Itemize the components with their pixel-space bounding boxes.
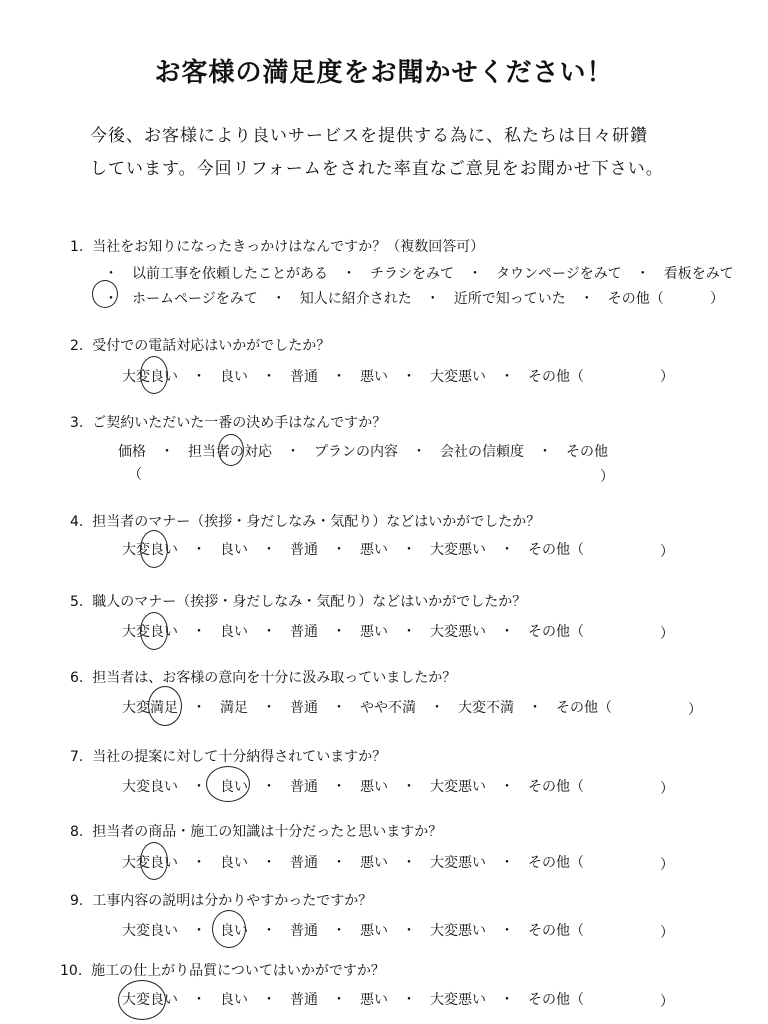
bullet: ・ [430, 700, 444, 716]
intro-line-2: しています。今回リフォームをされた率直なご意見をお聞かせ下さい。 [90, 159, 664, 179]
q5-options [122, 621, 584, 641]
q3-option-other[interactable]: その他 [566, 444, 608, 460]
rating-very-bad[interactable]: 大変悪い [430, 779, 486, 795]
q10-options [122, 989, 584, 1009]
question-2 [70, 335, 330, 355]
rating-very-bad[interactable]: 大変悪い [430, 992, 486, 1008]
rating-other[interactable]: その他（ [528, 855, 584, 871]
q4-close-paren: ） [660, 544, 674, 560]
bullet: ・ [192, 369, 206, 385]
rating-very-bad[interactable]: 大変悪い [430, 855, 486, 871]
question-text: 職人のマナー（挨拶・身だしなみ・気配り）などはいかがでしたか？ [92, 594, 527, 610]
question-5 [70, 591, 526, 611]
bullet: ・ [500, 779, 514, 795]
rating-bad[interactable]: 悪い [360, 779, 388, 795]
question-7 [70, 746, 386, 766]
q1-options-row-1 [104, 263, 734, 283]
bullet: ・ [271, 291, 286, 307]
rating-other[interactable]: その他（ [528, 542, 584, 558]
bullet: ・ [262, 923, 276, 939]
question-text: 工事内容の説明は分かりやすかったですか？ [92, 893, 373, 909]
bullet: ・ [412, 444, 426, 460]
satisfaction-other[interactable]: その他（ [556, 700, 612, 716]
question-3 [70, 412, 386, 432]
question-text: 担当者のマナー（挨拶・身だしなみ・気配り）などはいかがでしたか？ [92, 514, 541, 530]
intro-line-1: 今後、お客様により良いサービスを提供する為に、私たちは日々研鑽 [90, 126, 648, 146]
bullet: ・ [332, 923, 346, 939]
bullet: ・ [160, 444, 174, 460]
survey-title: お客様の満足度をお聞かせください！ [154, 58, 614, 88]
rating-good[interactable]: 良い [220, 542, 248, 558]
q10-close-paren: ） [660, 994, 674, 1010]
bullet: ・ [500, 855, 514, 871]
q9-options [122, 920, 584, 940]
q8-options [122, 852, 584, 872]
bullet: ・ [402, 992, 416, 1008]
q1-option-flyer[interactable]: チラシをみて [370, 266, 454, 282]
rating-average[interactable]: 普通 [290, 855, 318, 871]
satisfaction-very-satisfied[interactable]: 大変満足 [122, 700, 178, 716]
question-text: 担当者の商品・施工の知識は十分だったと思いますか？ [92, 824, 443, 840]
question-number: 6. [70, 670, 84, 686]
bullet: ・ [500, 624, 514, 640]
bullet: ・ [192, 923, 206, 939]
rating-very-good[interactable]: 大変良い [122, 779, 178, 795]
rating-other[interactable]: その他（ [528, 369, 584, 385]
bullet: ・ [262, 700, 276, 716]
rating-good[interactable]: 良い [220, 624, 248, 640]
rating-other[interactable]: その他（ [528, 992, 584, 1008]
bullet: ・ [104, 291, 118, 307]
q9-close-paren: ） [660, 925, 674, 941]
q3-option-plan[interactable]: プランの内容 [314, 444, 398, 460]
q1-close-paren: ） [710, 291, 724, 307]
rating-average[interactable]: 普通 [290, 923, 318, 939]
q3-close-paren: ） [600, 469, 614, 485]
bullet: ・ [192, 779, 206, 795]
bullet: ・ [262, 542, 276, 558]
satisfaction-somewhat-dissatisfied[interactable]: やや不満 [360, 700, 416, 716]
question-text: 当社の提案に対して十分納得されていますか？ [92, 749, 387, 765]
bullet: ・ [192, 700, 206, 716]
rating-average[interactable]: 普通 [290, 779, 318, 795]
satisfaction-average[interactable]: 普通 [290, 700, 318, 716]
question-number: 10. [60, 963, 83, 979]
rating-very-good[interactable]: 大変良い [122, 855, 178, 871]
bullet: ・ [402, 779, 416, 795]
rating-very-bad[interactable]: 大変悪い [430, 542, 486, 558]
q7-close-paren: ） [660, 781, 674, 797]
rating-bad[interactable]: 悪い [360, 542, 388, 558]
bullet: ・ [402, 923, 416, 939]
rating-good[interactable]: 良い [220, 779, 248, 795]
bullet: ・ [262, 779, 276, 795]
bullet: ・ [500, 923, 514, 939]
rating-bad[interactable]: 悪い [360, 369, 388, 385]
rating-good[interactable]: 良い [220, 855, 248, 871]
rating-very-bad[interactable]: 大変悪い [430, 369, 486, 385]
question-text: ご契約いただいた一番の決め手はなんですか？ [92, 415, 387, 431]
question-number: 7. [70, 749, 84, 765]
rating-average[interactable]: 普通 [290, 542, 318, 558]
q8-close-paren: ） [660, 857, 674, 873]
bullet: ・ [332, 855, 346, 871]
bullet: ・ [192, 542, 206, 558]
bullet: ・ [262, 992, 276, 1008]
bullet: ・ [402, 542, 416, 558]
q6-close-paren: ） [688, 702, 702, 718]
rating-very-bad[interactable]: 大変悪い [430, 923, 486, 939]
q3-options [118, 441, 608, 461]
bullet: ・ [332, 624, 346, 640]
q1-option-homepage[interactable]: ホームページをみて [132, 291, 258, 307]
rating-very-good[interactable]: 大変良い [122, 542, 178, 558]
rating-very-good[interactable]: 大変良い [122, 992, 178, 1008]
question-4 [70, 511, 540, 531]
bullet: ・ [500, 369, 514, 385]
question-text: 施工の仕上がり品質についてはいかがですか？ [91, 963, 385, 979]
bullet: ・ [192, 992, 206, 1008]
bullet: ・ [425, 291, 440, 307]
q1-option-previous-work[interactable]: 以前工事を依頼したことがある [132, 266, 328, 282]
rating-bad[interactable]: 悪い [360, 923, 388, 939]
q2-close-paren: ） [660, 369, 674, 385]
q2-options [122, 366, 584, 386]
bullet: ・ [402, 369, 416, 385]
bullet: ・ [579, 291, 594, 307]
q3-option-price[interactable]: 価格 [118, 444, 146, 460]
rating-very-good[interactable]: 大変良い [122, 624, 178, 640]
bullet: ・ [635, 266, 650, 282]
q3-open-paren: （ [128, 467, 142, 483]
bullet: ・ [332, 369, 346, 385]
q5-close-paren: ） [660, 626, 674, 642]
question-number: 3. [70, 415, 84, 431]
question-number: 4. [70, 514, 84, 530]
satisfaction-very-dissatisfied[interactable]: 大変不満 [458, 700, 514, 716]
bullet: ・ [342, 266, 356, 282]
q1-option-signboard[interactable]: 看板をみて [663, 266, 734, 282]
bullet: ・ [468, 266, 482, 282]
bullet: ・ [262, 624, 276, 640]
bullet: ・ [332, 542, 346, 558]
question-1 [70, 236, 484, 256]
question-number: 5. [70, 594, 84, 610]
question-6 [70, 667, 456, 687]
bullet: ・ [192, 855, 206, 871]
bullet: ・ [402, 855, 416, 871]
q4-options [122, 539, 584, 559]
rating-bad[interactable]: 悪い [360, 624, 388, 640]
rating-good[interactable]: 良い [220, 992, 248, 1008]
q3-option-trust[interactable]: 会社の信頼度 [440, 444, 524, 460]
rating-very-good[interactable]: 大変良い [122, 923, 178, 939]
question-8 [70, 821, 442, 841]
question-number: 8. [70, 824, 84, 840]
bullet: ・ [332, 779, 346, 795]
question-number: 9. [70, 893, 84, 909]
q6-options [122, 697, 612, 717]
q1-options-row-2 [104, 288, 664, 308]
rating-other[interactable]: その他（ [528, 779, 584, 795]
question-9 [70, 890, 372, 910]
question-10 [60, 960, 385, 980]
bullet: ・ [192, 624, 206, 640]
rating-bad[interactable]: 悪い [360, 855, 388, 871]
rating-other[interactable]: その他（ [528, 624, 584, 640]
q1-option-other[interactable]: その他（ [607, 291, 664, 307]
q3-option-staff[interactable]: 担当者の対応 [188, 444, 272, 460]
rating-very-bad[interactable]: 大変悪い [430, 624, 486, 640]
question-text: 受付での電話対応はいかがでしたか？ [92, 338, 331, 354]
rating-very-good[interactable]: 大変良い [122, 369, 178, 385]
bullet: ・ [528, 700, 542, 716]
q7-options [122, 776, 584, 796]
rating-average[interactable]: 普通 [290, 369, 318, 385]
rating-average[interactable]: 普通 [290, 624, 318, 640]
question-text: 当社をお知りになったきっかけはなんですか？（複数回答可） [92, 239, 485, 255]
q1-option-neighborhood[interactable]: 近所で知っていた [453, 291, 566, 307]
rating-bad[interactable]: 悪い [360, 992, 388, 1008]
rating-average[interactable]: 普通 [290, 992, 318, 1008]
bullet: ・ [332, 992, 346, 1008]
bullet: ・ [104, 266, 118, 282]
question-text: 担当者は、お客様の意向を十分に汲み取っていましたか？ [92, 670, 457, 686]
rating-good[interactable]: 良い [220, 923, 248, 939]
bullet: ・ [500, 542, 514, 558]
q1-option-townpage[interactable]: タウンページをみて [496, 266, 622, 282]
bullet: ・ [286, 444, 300, 460]
question-number: 2. [70, 338, 84, 354]
q1-option-referral[interactable]: 知人に紹介された [299, 291, 412, 307]
question-number: 1. [70, 239, 84, 255]
bullet: ・ [262, 855, 276, 871]
bullet: ・ [538, 444, 552, 460]
bullet: ・ [262, 369, 276, 385]
bullet: ・ [500, 992, 514, 1008]
bullet: ・ [332, 700, 346, 716]
bullet: ・ [402, 624, 416, 640]
rating-other[interactable]: その他（ [528, 923, 584, 939]
rating-good[interactable]: 良い [220, 369, 248, 385]
satisfaction-satisfied[interactable]: 満足 [220, 700, 248, 716]
